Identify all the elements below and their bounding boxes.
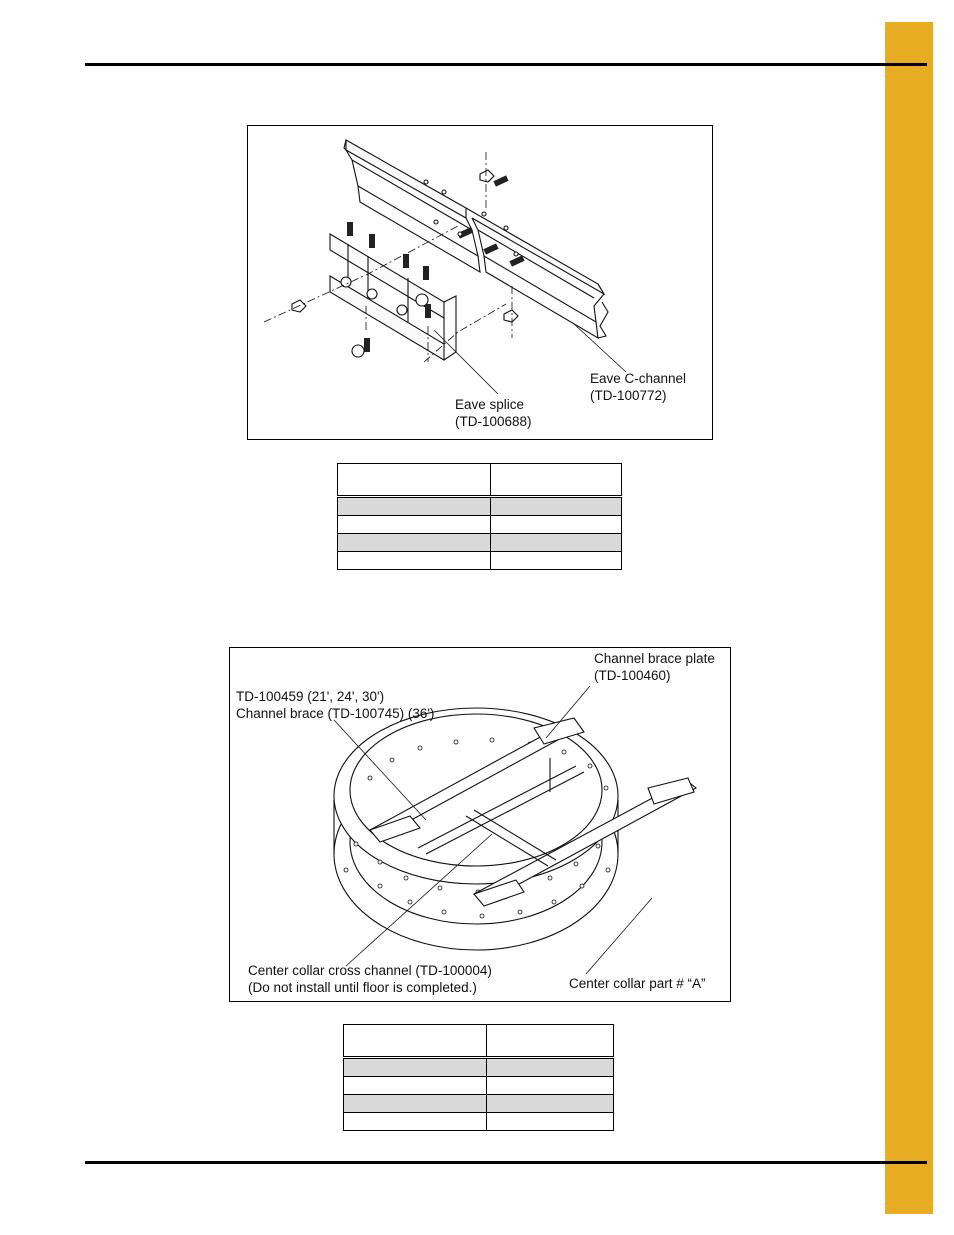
- eave-splice-label: Eave splice: [455, 397, 525, 412]
- chapter-side-tab: [885, 22, 933, 1214]
- table-cell: [491, 497, 622, 516]
- header-rule: [85, 63, 927, 66]
- table-row: [344, 1113, 614, 1131]
- table-cell: [487, 1025, 614, 1058]
- parts-table-2: [343, 1024, 614, 1131]
- table-cell: [344, 1095, 487, 1113]
- table-cell: [491, 534, 622, 552]
- table-row: [338, 534, 622, 552]
- eave-c-channel-part-number: (TD-100772): [590, 388, 667, 403]
- table-cell: [338, 516, 491, 534]
- parts-table-1: [337, 463, 622, 570]
- table-row: [338, 552, 622, 570]
- channel-brace-plate-label: Channel brace plate: [594, 651, 715, 666]
- eave-splice-figure: [247, 125, 713, 440]
- channel-brace-sizes-label: TD-100459 (21', 24', 30'): [236, 689, 385, 704]
- cross-channel-note: (Do not install until floor is completed.): [248, 980, 477, 995]
- table-header-row: [344, 1025, 614, 1058]
- table-row: [344, 1095, 614, 1113]
- table-cell: [344, 1058, 487, 1077]
- eave-splice-part-number: (TD-100688): [455, 414, 532, 429]
- table-cell: [344, 1025, 487, 1058]
- table-cell: [487, 1058, 614, 1077]
- table-cell: [338, 464, 491, 497]
- channel-brace-plate-part-number: (TD-100460): [594, 668, 671, 683]
- table-cell: [344, 1113, 487, 1131]
- table-cell: [491, 464, 622, 497]
- table-cell: [487, 1095, 614, 1113]
- table-row: [338, 516, 622, 534]
- table-cell: [338, 534, 491, 552]
- table-header-row: [338, 464, 622, 497]
- table-cell: [487, 1113, 614, 1131]
- cross-channel-label: Center collar cross channel (TD-100004): [248, 963, 492, 978]
- table-row: [338, 497, 622, 516]
- table-row: [344, 1077, 614, 1095]
- table-row: [344, 1058, 614, 1077]
- center-collar-label: Center collar part # “A”: [569, 976, 706, 991]
- table-cell: [487, 1077, 614, 1095]
- table-cell: [338, 552, 491, 570]
- center-collar-figure: [229, 647, 731, 1002]
- table-cell: [344, 1077, 487, 1095]
- eave-c-channel-label: Eave C-channel: [590, 371, 687, 386]
- table-cell: [338, 497, 491, 516]
- table-cell: [491, 516, 622, 534]
- channel-brace-label: Channel brace (TD-100745) (36'): [236, 706, 435, 721]
- table-cell: [491, 552, 622, 570]
- footer-rule: [85, 1161, 927, 1164]
